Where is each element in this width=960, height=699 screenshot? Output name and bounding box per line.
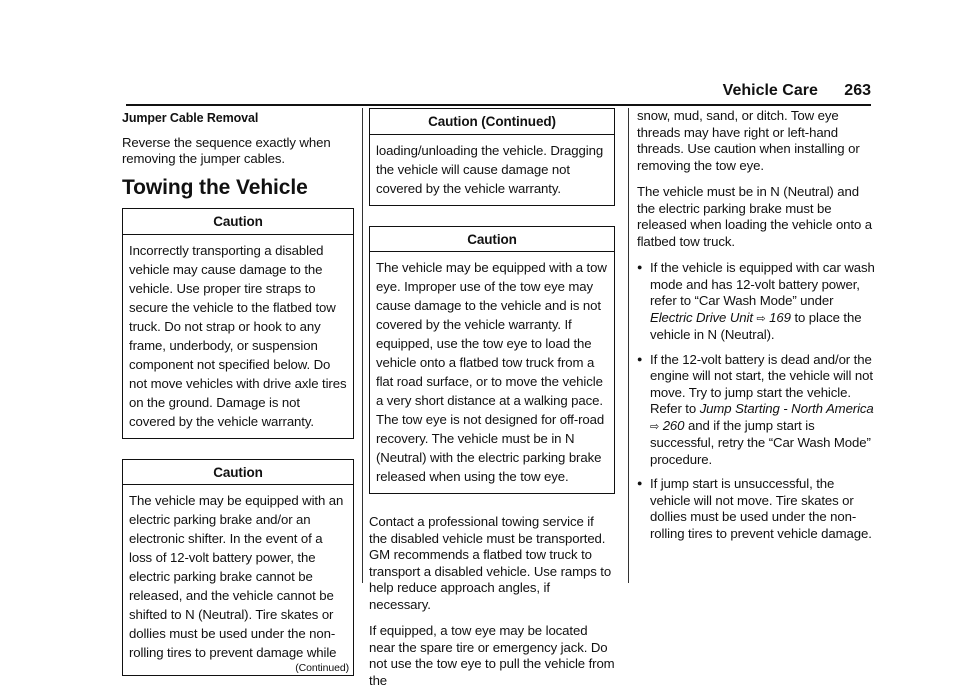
page-ref-arrow-icon: ⇨ xyxy=(650,420,660,433)
cross-reference-link[interactable]: Jump Starting - North America xyxy=(699,401,874,416)
caution-text: Incorrectly transporting a disabled vehicle may cause damage to the vehicle. Use proper tire straps to secure the vehicle to the flatbed tow truck. Do not strap or hook to any frame, underbody, or suspension component not specified below. Do not move vehicles with drive axle tires on the ground. Damage is not covered by the vehicle warranty. xyxy=(129,242,347,429)
caution-text: loading/unloading the vehicle. Dragging the vehicle will cause damage not covered by the vehicle warranty. xyxy=(376,142,604,196)
list-item: ● If the 12-volt battery is dead and/or the engine will not start, the vehicle will not move. Try to jump start the vehicle. Refer to Jump Starting - North America ⇨ 260 and if the jump start is successful, retry the “Car Wash Mode” procedure. xyxy=(637,352,875,469)
column-divider-1 xyxy=(362,108,363,583)
paragraph: snow, mud, sand, or ditch. Tow eye threads may have right or left-hand threads. Use caution when installing or removing the tow eye. xyxy=(637,108,860,173)
caution-title: Caution (Continued) xyxy=(370,109,614,135)
caution-box xyxy=(122,208,354,439)
paragraph: If equipped, a tow eye may be located near the spare tire or emergency jack. Do not use the tow eye to pull the vehicle from the xyxy=(369,623,615,688)
column-divider-2 xyxy=(628,108,629,583)
column-2 xyxy=(369,108,615,699)
page-reference[interactable]: 169 xyxy=(769,309,791,325)
caution-box-continued xyxy=(369,108,615,206)
subheading-jumper-cable-removal: Jumper Cable Removal xyxy=(122,111,259,125)
page-reference[interactable]: 260 xyxy=(662,417,685,433)
caution-text: The vehicle may be equipped with an electric parking brake and/or an electronic shifter. In the event of a loss of 12-volt battery power, the electric parking brake cannot be released, and the vehicle cannot be shifted to N (Neutral). Tire skates or dollies must be used under the non-rolling tires to prevent damage while xyxy=(129,493,344,660)
page-ref-arrow-icon: ⇨ xyxy=(756,312,766,325)
caution-title: Caution xyxy=(123,209,353,235)
paragraph: The vehicle must be in N (Neutral) and the electric parking brake must be released when loading the vehicle onto a flatbed tow truck. xyxy=(637,184,873,249)
section-heading: Towing the Vehicle xyxy=(122,175,308,199)
caution-title: Caution xyxy=(370,227,614,253)
column-3 xyxy=(637,108,875,550)
column-1 xyxy=(122,108,354,696)
caution-box xyxy=(369,226,615,495)
page-header xyxy=(723,82,871,100)
caution-title: Caution xyxy=(123,460,353,486)
paragraph: Reverse the sequence exactly when removing the jumper cables. xyxy=(122,134,331,166)
page-number: 263 xyxy=(844,82,871,99)
bullet-list xyxy=(637,260,875,542)
caution-text: The vehicle may be equipped with a tow eye. Improper use of the tow eye may cause damage to the vehicle and is not covered by the vehicle warranty. If equipped, use the tow eye to load the vehicle onto a flatbed tow truck from a flat road surface, or to move the vehicle a very short distance at a walking pace. The tow eye is not designed for off-road recovery. The vehicle must be in N (Neutral) with the electric parking brake released when using the tow eye. xyxy=(376,260,607,484)
header-rule xyxy=(126,104,871,106)
paragraph: Contact a professional towing service if the disabled vehicle must be transported. GM recommends a flatbed tow truck to transport a disabled vehicle. Use ramps to help reduce approach angles, if necessary. xyxy=(369,514,612,612)
continued-label: (Continued) xyxy=(295,662,349,674)
caution-box xyxy=(122,459,354,677)
section-title: Vehicle Care xyxy=(722,82,818,99)
cross-reference-link[interactable]: Electric Drive Unit xyxy=(650,309,753,325)
list-item: ● If jump start is unsuccessful, the vehicle will not move. Tire skates or dollies must be used under the non-rolling tires to prevent vehicle damage. xyxy=(637,476,875,542)
list-item: ● If the vehicle is equipped with car wash mode and has 12-volt battery power, refer to “Car Wash Mode” under Electric Drive Unit ⇨ 169 to place the vehicle in N (Neutral). xyxy=(637,260,875,344)
